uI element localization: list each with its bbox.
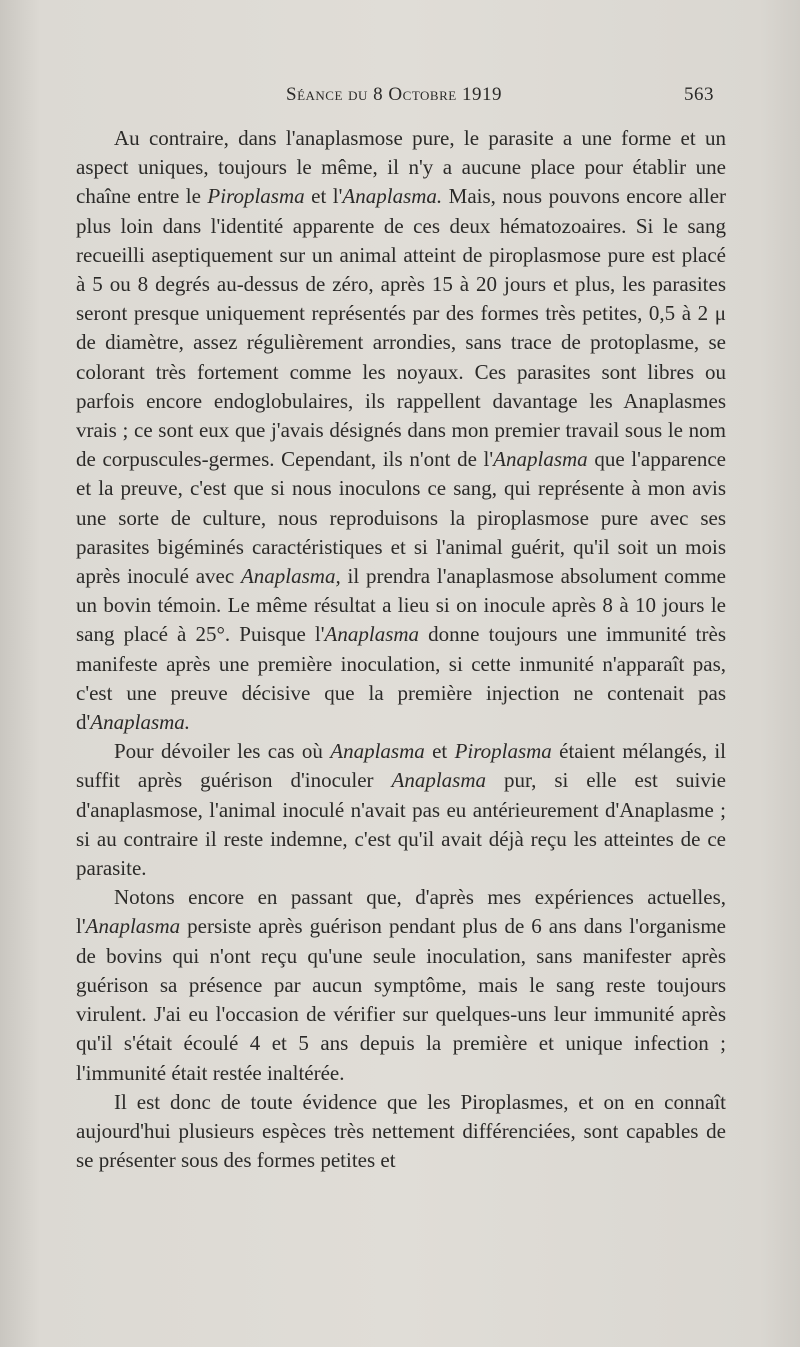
text-run: Au contraire, dans l'anaplasmose pure, le parasite a une forme et un aspect uniques, toujours le même, il n'y a aucune place pour établir une chaîne entre le	[76, 126, 726, 209]
body-text	[76, 124, 726, 1175]
italic-term: Anaplasma	[391, 768, 486, 793]
text-run: que l'apparence et la preuve, c'est que si nous inoculons ce sang, qui représente à mon avis une sorte de culture, nous reproduisons la piroplasmose pure avec ses parasites bigéminés caractéristiques et si l'animal guérit, qu'il soit un mois après inoculé avec	[76, 447, 726, 589]
italic-term: Anaplasma.	[90, 710, 191, 735]
paragraph	[76, 883, 726, 1087]
text-run: et	[424, 739, 455, 764]
text-run: Mais, nous pouvons encore aller plus loin dans l'identité apparente de ces deux hématozoaires. Si le sang recueilli aseptiquement sur un animal atteint de piroplasmose pure est placé à 5 ou 8 degrés au-dessus de zéro, après 15 à 20 jours et plus, les parasites seront presque uniquement représentés par des formes très petites, 0,5 à 2 μ de diamètre, assez régulièrement arrondies, sans trace de protoplasme, se colorant très fortement comme les noyaux. Ces parasites sont libres ou parfois encore endoglobulaires, ils rappellent davantage les Anaplasmes vrais ; ce sont eux que j'avais désignés dans mon premier travail sous le nom de corpuscules-germes. Cependant, ils n'ont de l'	[76, 184, 727, 472]
italic-term: Anaplasma	[330, 739, 425, 764]
paragraph	[76, 1088, 726, 1176]
text-run: et l'	[304, 184, 343, 209]
text-run: Notons encore en passant que, d'après mes expériences actuelles, l'	[76, 885, 726, 939]
paragraph	[76, 124, 726, 737]
text-run: il prendra l'anaplasmose absolument comme un bovin témoin. Le même résultat a lieu si on inocule après 8 à 10 jours le sang placé à 25°. Puisque l'	[76, 564, 726, 647]
text-run: donne toujours une immunité très manifeste après une première inoculation, si cette inmunité n'apparaît pas, c'est une preuve décisive que la première injection ne contenait pas d'	[76, 622, 726, 735]
text-run: Il est donc de toute évidence que les Piroplasmes, et on en connaît aujourd'hui plusieurs espèces très nettement différenciées, sont capables de se présenter sous des formes petites et	[76, 1089, 726, 1173]
paragraph	[76, 737, 726, 883]
italic-term: Anaplasma	[493, 447, 588, 472]
text-run: Pour dévoiler les cas où	[114, 739, 331, 764]
running-title: Séance du 8 Octobre 1919	[286, 84, 502, 105]
text-run: persiste après guérison pendant plus de 6 ans dans l'organisme de bovins qui n'ont reçu qu'une seule inoculation, sans manifester après guérison sa présence par aucun symptôme, mais le sang reste toujours virulent. J'ai eu l'occasion de vérifier sur quelques-uns leur immunité après qu'il s'était écoulé 4 et 5 ans depuis la première et unique infection ; l'immunité était restée inaltérée.	[76, 914, 726, 1085]
italic-term: Anaplasma,	[240, 564, 341, 589]
text-run: étaient mélangés, il suffit après guérison d'inoculer	[76, 739, 726, 793]
italic-term: Anaplasma	[85, 914, 181, 939]
italic-term: Piroplasma	[454, 739, 552, 764]
italic-term: Piroplasma	[207, 184, 305, 209]
text-run: pur, si elle est suivie d'anaplasmose, l'animal inoculé n'avait pas eu antérieurement d'Anaplasme ; si au contraire il reste indemne, c'est qu'il avait déjà reçu les atteintes de ce parasite.	[76, 768, 726, 881]
running-head	[0, 80, 800, 110]
italic-term: Anaplasma	[324, 622, 420, 647]
italic-term: Anaplasma.	[342, 184, 443, 209]
page-number: 563	[684, 84, 714, 105]
